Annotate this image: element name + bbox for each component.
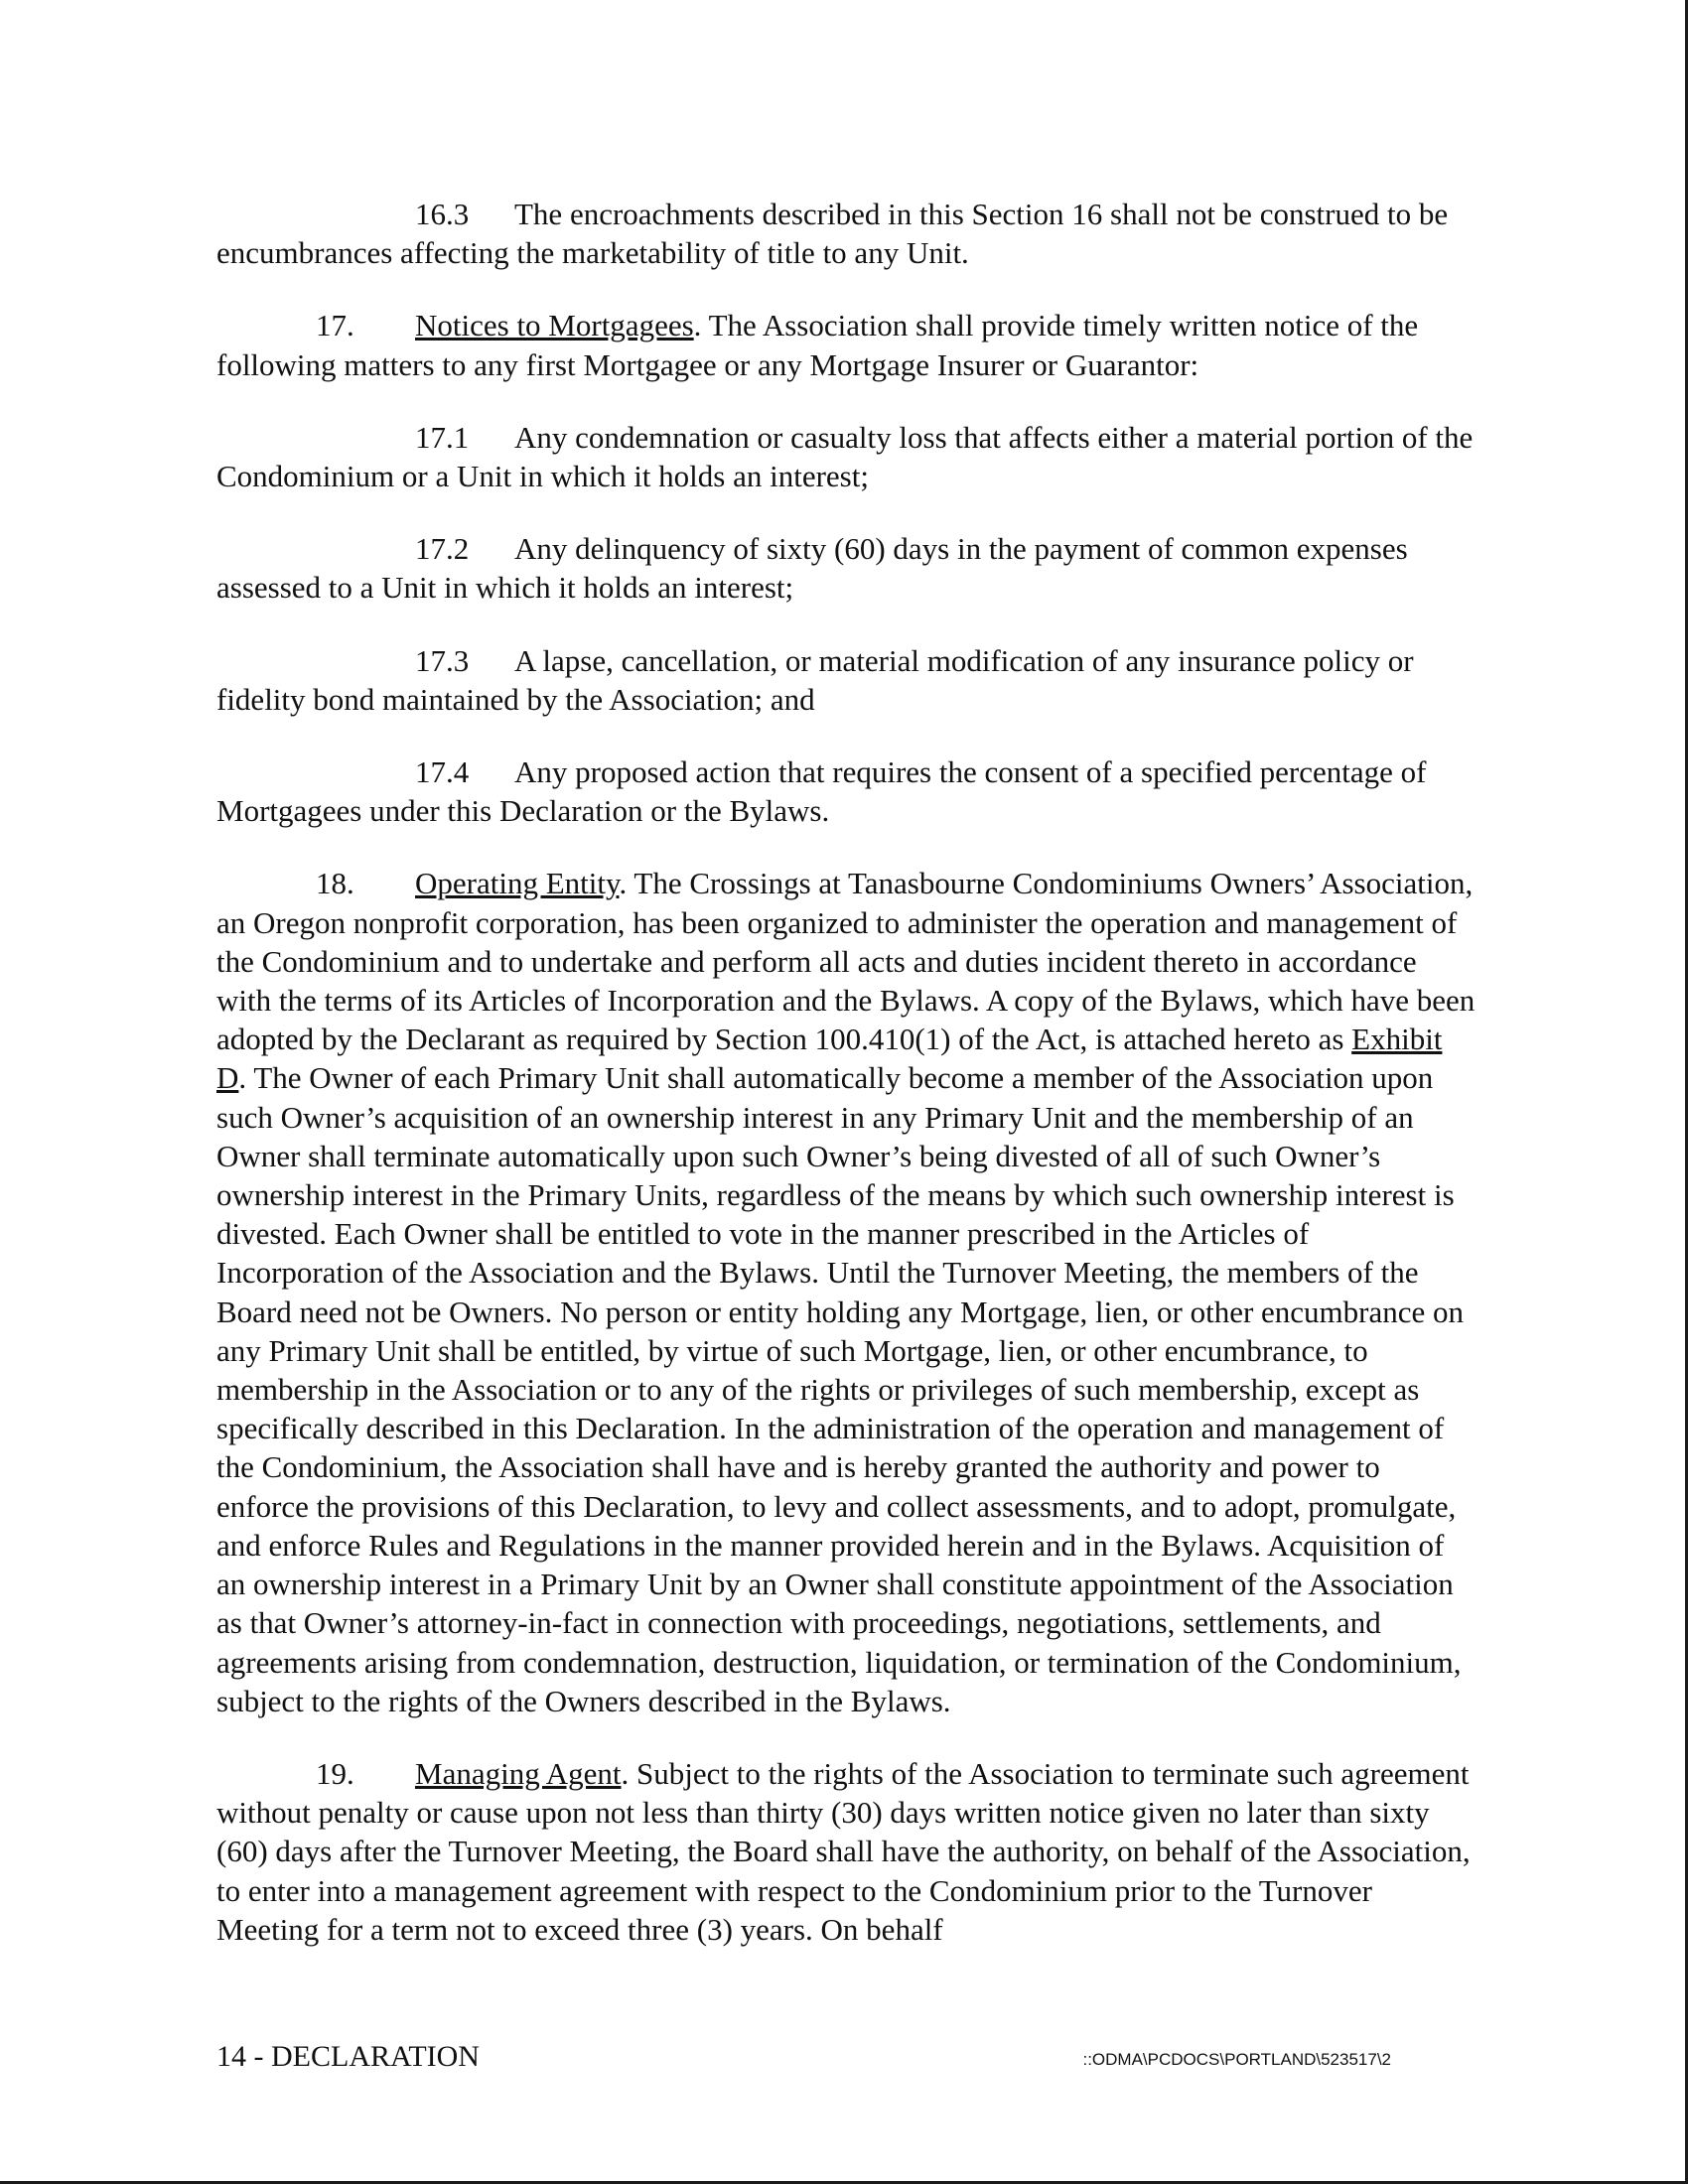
paragraph-17-2 — [216, 529, 1477, 607]
paragraph-text: Any proposed action that requires the consent of a specified percentage of Mortgagees under this Declaration or the Bylaws. — [216, 754, 1427, 829]
paragraph-text: . Subject to the rights of the Association to terminate such agreement without penalty or cause upon not less than thirty (30) days written notice given no later than sixty (60) days after the Turnover Meeting, the Board shall have the authority, on behalf of the Association, to enter into a management agreement with respect to the Condominium prior to the Turnover Meeting for a term not to exceed three (3) years. On behalf — [216, 1755, 1471, 1947]
section-heading: Managing Agent — [415, 1755, 622, 1791]
paragraph-19 — [216, 1754, 1477, 1949]
section-number: 18. — [316, 866, 354, 901]
paragraph-number: 16.3 — [415, 197, 470, 231]
paragraph-17-3 — [216, 641, 1477, 719]
exhibit-reference: Exhibit D — [216, 1022, 1443, 1096]
paragraph-text: . The Association shall provide timely written notice of the following matters to any first Mortgagee or any Mortgage Insurer or Guarantor: — [216, 308, 1419, 382]
paragraph-text: The encroachments described in this Section 16 shall not be construed to be encumbrances affecting the marketability of title to any Unit. — [216, 197, 1449, 271]
paragraph-17-4 — [216, 752, 1477, 830]
paragraph-text: Any delinquency of sixty (60) days in the payment of common expenses assessed to a Unit in which it holds an interest; — [216, 531, 1408, 606]
page-footer-label: 14 - DECLARATION — [216, 2040, 480, 2073]
paragraph-number: 17.4 — [415, 754, 470, 790]
paragraph-17-1 — [216, 418, 1477, 495]
paragraph-text-continued: . The Owner of each Primary Unit shall automatically become a member of the Association upon such Owner’s acquisition of an ownership interest in any Primary Unit and the membership of an Owner shall terminate automatically upon such Owner’s being divested of all of such Owner’s ownership interest in the Primary Units, regardless of the means by which such ownership interest is divested. Each Owner shall be entitled to vote in the manner prescribed in the Articles of Incorporation of the Association and the Bylaws. Until the Turnover Meeting, the members of the Board need not be Owners. No person or entity holding any Mortgage, lien, or other encumbrance on any Primary Unit shall be entitled, by virtue of such Mortgage, lien, or other encumbrance, to membership in the Association or to any of the rights or privileges of such membership, except as specifically described in this Declaration. In the administration of the operation and management of the Condominium, the Association shall have and is hereby granted the authority and power to enforce the provisions of this Declaration, to levy and collect assessments, and to adopt, promulgate, and enforce Rules and Regulations in the manner provided herein and in the Bylaws. Acquisition of an ownership interest in a Primary Unit by an Owner shall constitute appointment of the Association as that Owner’s attorney-in-fact in connection with proceedings, negotiations, settlements, and agreements arising from condemnation, destruction, liquidation, or termination of the Condominium, subject to the rights of the Owners described in the Bylaws. — [216, 1060, 1465, 1718]
paragraph-number: 17.1 — [415, 419, 470, 455]
paragraph-text: Any condemnation or casualty loss that affects either a material portion of the Condominium or a Unit in which it holds an interest; — [216, 419, 1474, 494]
section-number: 17. — [316, 308, 354, 343]
paragraph-text: . The Crossings at Tanasbourne Condominiums Owners’ Association, an Oregon nonprofit corporation, has been organized to administer the operation and management of the Condominium and to undertake and perform all acts and duties incident thereto in accordance with the terms of its Articles of Incorporation and the Bylaws. A copy of the Bylaws, which have been adopted by the Declarant as required by Section 100.410(1) of the Act, is attached hereto as — [216, 866, 1476, 1057]
section-heading: Notices to Mortgagees — [415, 308, 694, 343]
paragraph-text: A lapse, cancellation, or material modification of any insurance policy or fidelity bond maintained by the Association; and — [216, 642, 1414, 717]
section-heading: Operating Entity — [415, 866, 620, 901]
paragraph-number: 17.3 — [415, 642, 470, 678]
paragraph-number: 17.2 — [415, 531, 470, 567]
paragraph-18 — [216, 864, 1477, 1719]
paragraph-17 — [216, 306, 1477, 383]
paragraph-16-3 — [216, 195, 1477, 272]
document-body — [216, 195, 1477, 1982]
section-number: 19. — [316, 1755, 354, 1791]
document-path: ::ODMA\PCDOCS\PORTLAND\523517\2 — [1082, 2050, 1391, 2069]
